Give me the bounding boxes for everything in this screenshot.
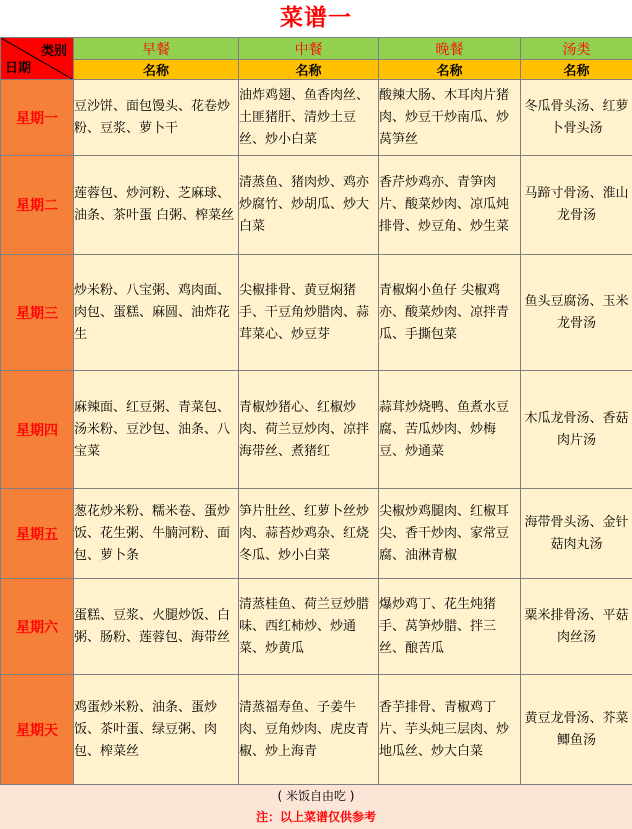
breakfast-cell: 豆沙饼、面包馒头、花卷炒粉、豆浆、萝卜干 <box>74 80 239 156</box>
dinner-cell: 尖椒炒鸡腿肉、红椒耳尖、香干炒肉、家常豆腐、油淋青椒 <box>379 489 521 579</box>
lunch-cell: 油炸鸡翅、鱼香肉丝、土匪猪肝、清炒土豆丝、炒小白菜 <box>239 80 379 156</box>
day-label: 星期天 <box>1 675 74 785</box>
soup-header: 汤类 <box>521 38 632 60</box>
table-row <box>1 255 632 371</box>
day-label: 星期二 <box>1 156 74 255</box>
day-label: 星期四 <box>1 371 74 489</box>
day-label: 星期一 <box>1 80 74 156</box>
soup-cell: 海带骨头汤、金针菇肉丸汤 <box>521 489 632 579</box>
day-label: 星期六 <box>1 579 74 675</box>
day-label: 星期五 <box>1 489 74 579</box>
footer <box>0 784 632 829</box>
dinner-header: 晚餐 <box>379 38 521 60</box>
soup-cell: 黄豆龙骨汤、芥菜鲫鱼汤 <box>521 675 632 785</box>
name-header: 名称 <box>379 60 521 80</box>
soup-cell: 冬瓜骨头汤、红萝卜骨头汤 <box>521 80 632 156</box>
dinner-cell: 酸辣大肠、木耳肉片猪肉、炒豆干炒南瓜、炒莴笋丝 <box>379 80 521 156</box>
lunch-header: 中餐 <box>239 38 379 60</box>
breakfast-cell: 葱花炒米粉、糯米卷、蛋炒饭、花生粥、牛腩河粉、面包、萝卜条 <box>74 489 239 579</box>
dinner-cell: 香芋排骨、青椒鸡丁片、芋头炖三层肉、炒地瓜丝、炒大白菜 <box>379 675 521 785</box>
corner-header <box>1 38 74 80</box>
lunch-cell: 清蒸鱼、猪肉炒、鸡亦炒腐竹、炒胡瓜、炒大白菜 <box>239 156 379 255</box>
breakfast-cell: 炒米粉、八宝粥、鸡肉面、肉包、蛋糕、麻圆、油炸花生 <box>74 255 239 371</box>
lunch-cell: 青椒炒猪心、红椒炒肉、荷兰豆炒肉、凉拌海带丝、煮猪红 <box>239 371 379 489</box>
breakfast-cell: 麻辣面、红豆粥、青菜包、汤米粉、豆沙包、油条、八宝菜 <box>74 371 239 489</box>
name-header: 名称 <box>239 60 379 80</box>
corner-date-label: 日期 <box>5 57 31 76</box>
dinner-cell: 香芹炒鸡亦、青笋肉片、酸菜炒肉、凉瓜炖排骨、炒豆角、炒生菜 <box>379 156 521 255</box>
breakfast-cell: 鸡蛋炒米粉、油条、蛋炒饭、茶叶蛋、绿豆粥、肉包、榨菜丝 <box>74 675 239 785</box>
lunch-cell: 清蒸桂鱼、荷兰豆炒腊味、西红柿炒、炒通菜、炒黄瓜 <box>239 579 379 675</box>
table-row <box>1 371 632 489</box>
breakfast-cell: 莲蓉包、炒河粉、芝麻球、油条、茶叶蛋 白粥、榨菜丝 <box>74 156 239 255</box>
table-row <box>1 579 632 675</box>
dinner-cell: 爆炒鸡丁、花生炖猪手、莴笋炒腊、拌三丝、酿苦瓜 <box>379 579 521 675</box>
lunch-cell: 尖椒排骨、黄豆焖猪手、干豆角炒腊肉、蒜茸菜心、炒豆芽 <box>239 255 379 371</box>
dinner-cell: 青椒焖小鱼仔 尖椒鸡亦、酸菜炒肉、凉拌青瓜、手撕包菜 <box>379 255 521 371</box>
corner-category-label: 类别 <box>41 40 67 59</box>
dinner-cell: 蒜茸炒烧鸭、鱼煮水豆腐、苦瓜炒肉、炒梅豆、炒通菜 <box>379 371 521 489</box>
name-header: 名称 <box>74 60 239 80</box>
lunch-cell: 清蒸福寿鱼、子姜牛肉、豆角炒肉、虎皮青椒、炒上海青 <box>239 675 379 785</box>
soup-cell: 马蹄寸骨汤、淮山龙骨汤 <box>521 156 632 255</box>
day-label: 星期三 <box>1 255 74 371</box>
soup-cell: 木瓜龙骨汤、香菇肉片汤 <box>521 371 632 489</box>
table-row <box>1 489 632 579</box>
lunch-cell: 笋片肚丝、红萝卜丝炒肉、蒜苔炒鸡杂、红烧冬瓜、炒小白菜 <box>239 489 379 579</box>
table-row <box>1 675 632 785</box>
page-title: 菜谱一 <box>0 0 632 37</box>
table-row <box>1 156 632 255</box>
rice-note: ( 米饭自由吃 ) <box>0 787 632 804</box>
name-header: 名称 <box>521 60 632 80</box>
reference-note: 注：以上菜谱仅供参考 <box>0 808 632 825</box>
soup-cell: 鱼头豆腐汤、玉米龙骨汤 <box>521 255 632 371</box>
breakfast-header: 早餐 <box>74 38 239 60</box>
table-row <box>1 80 632 156</box>
soup-cell: 粟米排骨汤、平菇肉丝汤 <box>521 579 632 675</box>
breakfast-cell: 蛋糕、豆浆、火腿炒饭、白粥、肠粉、莲蓉包、海带丝 <box>74 579 239 675</box>
menu-table <box>0 37 632 785</box>
